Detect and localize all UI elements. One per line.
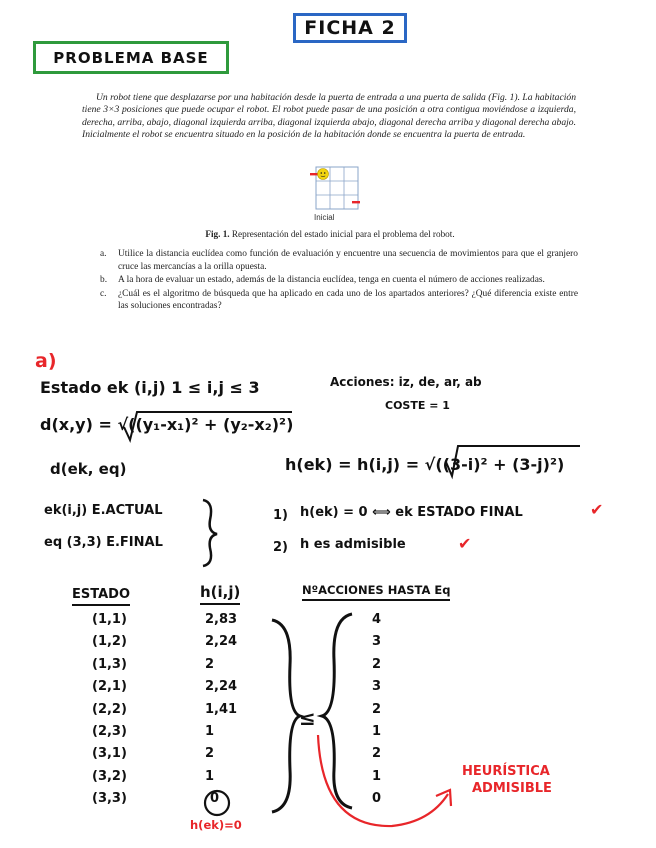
zero-heuristic-note: h(ek)=0 [190, 818, 242, 832]
problem-statement: Un robot tiene que desplazarse por una habitación desde la puerta de entrada a una puerta de salida (Fig. 1). La habitación tiene 3×3 posiciones que puede ocupar el robot. El robot puede pasar de una posición a otra contigua moviéndose a izquierda, derecha, arriba, abajo, diagonal izquierda arriba, diagonal izquierda abajo, diagonal derecha arriba y diagonal derecha abajo. Inicialmente el robot se encuentra situado en la posición de la habitación donde se encuentra la puerta de entrada. [82, 92, 576, 141]
inequality-symbol: ≤ [299, 706, 316, 730]
table-cell-actions: 3 [372, 634, 382, 650]
table-cell-actions: 2 [372, 656, 382, 672]
table-cell-actions: 1 [372, 768, 382, 784]
question-text: ¿Cuál es el algoritmo de búsqueda que ha aplicado en cada uno de los apartados anteriores? ¿Qué diferencia existe entre las soluciones encontradas? [118, 288, 578, 312]
heuristic-formula: h(ek) = h(i,j) = √((3-i)² + (3-j)²) [285, 455, 565, 474]
check-icon: ✔ [590, 500, 604, 519]
table-cell-state: (2,2) [92, 701, 127, 717]
right-brace [272, 620, 300, 812]
figure-caption-text: Representación del estado inicial para el problema del robot. [231, 229, 455, 239]
table-cell-state: (1,1) [92, 612, 127, 627]
distance-between-states: d(ek, eq) [50, 460, 127, 478]
final-state-def: eq (3,3) E.FINAL [44, 535, 163, 550]
table-cell-state: (2,1) [92, 679, 127, 695]
table-cell-actions: 0 [372, 791, 382, 807]
property-1-number: 1) [273, 508, 288, 523]
table-cell-actions: 1 [372, 723, 382, 739]
table-cell-actions: 4 [372, 612, 382, 627]
table-cell-h: 2,24 [205, 679, 238, 695]
table-cell-h: 1 [205, 768, 215, 784]
table-cell-h: 1 [205, 723, 215, 739]
table-header-state: ESTADO [72, 587, 130, 606]
table-cell-actions: 2 [372, 746, 382, 762]
sqrt-sign [446, 446, 580, 476]
actions-list: Acciones: iz, de, ar, ab [330, 375, 482, 389]
question-text: A la hora de evaluar un estado, además de la distancia euclídea, tenga en cuenta el número de acciones realizadas. [118, 275, 545, 286]
right-brace [203, 500, 217, 566]
table-cell-h: 2 [205, 746, 215, 762]
figure-caption-number: Fig. 1. [205, 229, 230, 239]
problem-label: PROBLEMA BASE [33, 41, 229, 74]
table-cell-h: 2,83 [205, 612, 238, 627]
question-letter: b. [100, 275, 108, 286]
state-definition: Estado ek (i,j) 1 ≤ i,j ≤ 3 [40, 378, 260, 397]
table-cell-state: (3,2) [92, 768, 127, 784]
table-cell-actions: 2 [372, 701, 382, 717]
table-cell-state: (2,3) [92, 723, 127, 739]
table-cell-state: (3,1) [92, 746, 127, 762]
table-header-actions: NºACCIONES HASTA Eq [302, 583, 450, 601]
table-cell-state: (1,3) [92, 656, 127, 672]
verdict-line-1: HEURÍSTICA [462, 764, 550, 779]
table-header-h: h(i,j) [200, 583, 240, 605]
table-cell-actions: 3 [372, 679, 382, 695]
action-cost: COSTE = 1 [385, 399, 450, 412]
left-brace [322, 614, 352, 808]
question-text: Utilice la distancia euclídea como función de evaluación y encuentre una secuencia de movimientos para que el granjero cruce las mercancías a la orilla opuesta. [118, 249, 578, 272]
euclidean-distance: d(x,y) = √((y₁-x₁)² + (y₂-x₂)²) [40, 415, 294, 434]
question-letter: c. [100, 288, 107, 299]
table-cell-state: (1,2) [92, 634, 127, 650]
table-cell-state: (3,3) [92, 791, 127, 807]
circle-mark [205, 791, 229, 815]
current-state-def: ek(i,j) E.ACTUAL [44, 503, 163, 518]
check-icon: ✔ [458, 534, 472, 553]
property-admissible: h es admisible [300, 537, 406, 552]
property-final-state: h(ek) = 0 ⟺ ek ESTADO FINAL [300, 505, 523, 520]
figure-label: Inicial [314, 213, 335, 222]
verdict-line-2: ADMISIBLE [472, 781, 552, 796]
question-letter: a. [100, 249, 107, 259]
arrow-head-icon [436, 790, 451, 806]
arrow-icon [318, 735, 448, 826]
table-cell-h: 1,41 [205, 701, 238, 717]
table-cell-h: 0 [210, 791, 220, 807]
worksheet-title: FICHA 2 [293, 13, 407, 43]
table-cell-h: 2,24 [205, 634, 238, 650]
table-cell-h: 2 [205, 656, 215, 672]
sqrt-sign [124, 412, 292, 440]
part-a-label: a) [35, 350, 57, 372]
property-2-number: 2) [273, 540, 288, 555]
